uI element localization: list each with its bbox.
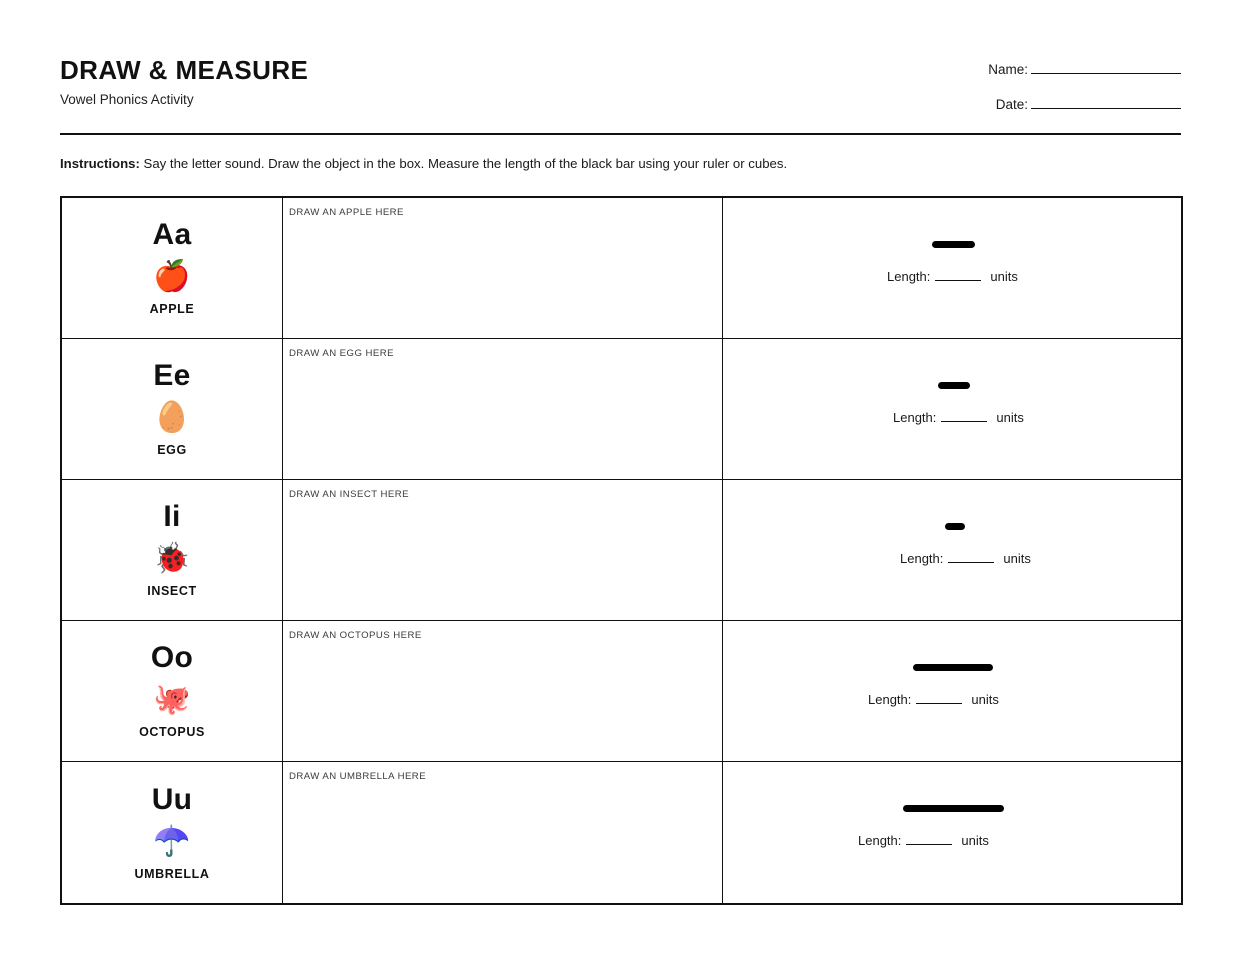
name-field-row [761,61,1181,77]
name-input-line[interactable] [1031,61,1181,74]
date-field-label: Date: [995,97,1028,112]
letter-word: APPLE [149,302,195,316]
egg-emoji: 🥚 [153,400,191,435]
instructions-text: Say the letter sound. Draw the object in the box. Measure the length of the black bar using your ruler or cubes. [139,156,788,171]
octopus-emoji: 🐙 [153,682,191,717]
length-answer-blank[interactable] [916,692,962,704]
length-answer-row [723,269,1181,284]
measure-cell [723,621,1181,761]
units-label: units [971,692,999,707]
measure-cell [723,339,1181,479]
apple-emoji: 🍎 [153,259,191,294]
instructions [60,155,1181,173]
date-field-row [761,96,1181,112]
letter-pair: Uu [151,782,193,816]
student-fields [761,61,1181,112]
draw-hint-label: DRAW AN APPLE HERE [289,207,404,218]
page-title: DRAW & MEASURE [60,55,309,85]
length-answer-row [723,692,1181,707]
length-answer-blank[interactable] [948,551,994,563]
table-row [62,198,1181,339]
length-label: Length: [868,692,912,707]
worksheet-header [60,55,1181,135]
table-row [62,762,1181,903]
measure-cell [723,762,1181,903]
letter-word: UMBRELLA [134,866,210,881]
name-field-label: Name: [988,62,1028,77]
draw-hint-label: DRAW AN EGG HERE [289,348,394,359]
table-row [62,339,1181,480]
length-answer-row [723,410,1181,425]
letter-pair: Ee [153,359,191,392]
length-answer-blank[interactable] [906,833,952,845]
length-answer-row [723,551,1181,566]
letter-pair: Ii [163,500,181,533]
measure-bar [913,664,993,671]
drawing-box[interactable] [283,762,723,903]
length-answer-row [723,833,1181,848]
letter-cell [62,480,283,620]
letter-pair: Oo [150,641,194,674]
drawing-box[interactable] [283,198,723,338]
drawing-box[interactable] [283,339,723,479]
measure-bar [932,241,975,248]
letter-cell [62,762,283,903]
draw-hint-label: DRAW AN INSECT HERE [289,489,409,500]
units-label: units [990,269,1018,284]
draw-hint-label: DRAW AN UMBRELLA HERE [289,771,427,782]
letter-cell [62,198,283,338]
header-divider [60,133,1181,135]
letter-word: EGG [157,443,187,457]
table-row [62,621,1181,762]
instructions-label: Instructions: [60,156,140,171]
length-answer-blank[interactable] [935,269,981,281]
length-label: Length: [887,269,931,284]
measure-cell [723,480,1181,620]
measure-cell [723,198,1181,338]
letter-word: INSECT [147,584,197,598]
letter-cell [62,339,283,479]
activity-table [60,196,1183,905]
table-row [62,480,1181,621]
units-label: units [996,410,1024,425]
drawing-box[interactable] [283,480,723,620]
header-title-group [60,55,308,108]
measure-bar [903,805,1004,812]
drawing-box[interactable] [283,621,723,761]
units-label: units [1003,551,1031,566]
length-label: Length: [858,833,902,848]
letter-cell [62,621,283,761]
umbrella-emoji: ☂️ [153,823,191,859]
page-subtitle: Vowel Phonics Activity [60,92,194,107]
letter-word: OCTOPUS [139,725,205,739]
length-label: Length: [893,410,937,425]
measure-bar [945,523,965,530]
ladybug-emoji: 🐞 [153,541,191,576]
length-label: Length: [900,551,944,566]
letter-pair: Aa [152,218,192,251]
date-input-line[interactable] [1031,96,1181,109]
length-answer-blank[interactable] [941,410,987,422]
draw-hint-label: DRAW AN OCTOPUS HERE [289,630,422,641]
units-label: units [961,833,989,848]
measure-bar [938,382,970,389]
